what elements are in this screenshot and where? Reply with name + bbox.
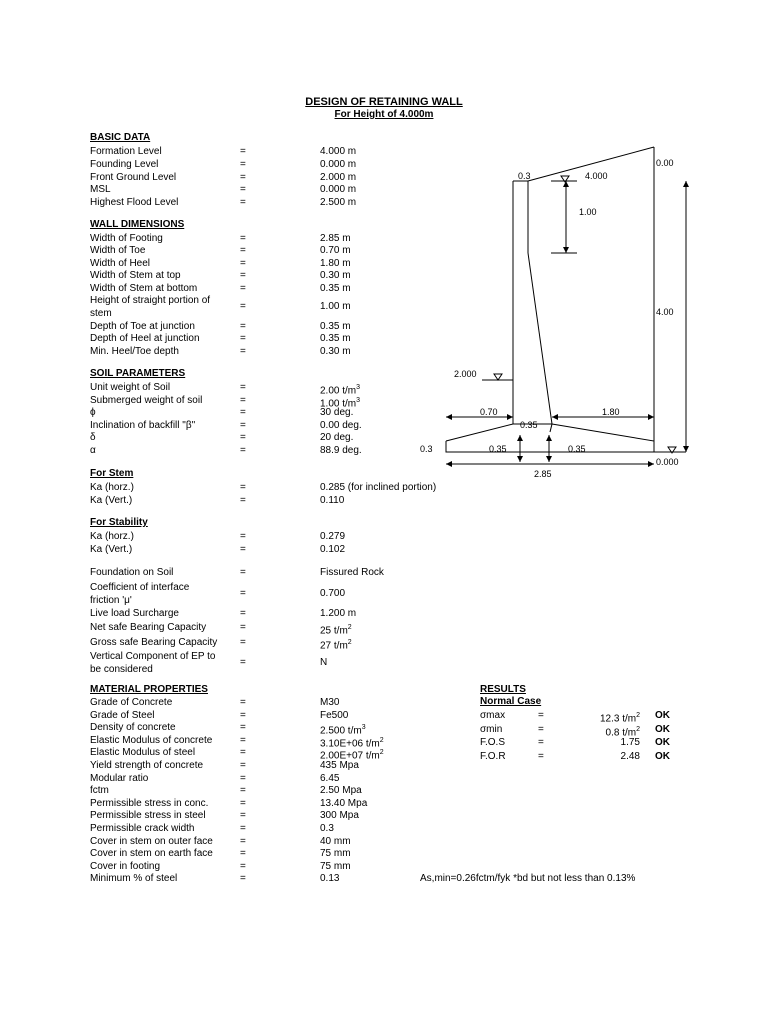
result-equals: = (538, 750, 544, 762)
result-value-text: 12.3 t/m (599, 713, 637, 725)
row-equals: = (240, 772, 246, 784)
for-stem-heading: For Stem (90, 468, 134, 479)
row-equals: = (240, 657, 246, 669)
result-status: OK (655, 737, 670, 748)
row-equals: = (240, 797, 246, 809)
row-label: Vertical Component of EP to be considered (90, 651, 216, 676)
row-value-text: 0.13 (320, 873, 340, 885)
row-equals: = (240, 747, 246, 759)
row-equals: = (240, 823, 246, 834)
row-label: Width of Footing (90, 233, 163, 244)
dim-formation-level: 4.000 (585, 171, 608, 181)
page-subtitle: For Height of 4.000m (334, 109, 434, 120)
row-value-text: 1.00 m (320, 301, 351, 312)
row-label: δ (90, 432, 96, 444)
dim-front-ground: 2.000 (454, 369, 477, 379)
row-equals: = (240, 270, 246, 282)
row-label: Modular ratio (90, 772, 149, 784)
row-label: Ka (horz.) (90, 531, 134, 542)
wall-dimensions-heading: WALL DIMENSIONS (90, 219, 185, 230)
row-value-text: 0.285 (for inclined portion) (320, 482, 437, 493)
row-equals: = (240, 697, 246, 708)
row-value-text: 4.000 m (320, 146, 357, 157)
row-value-superscript: 3 (356, 384, 361, 391)
row-value-text: 0.3 (320, 823, 334, 834)
row-value-text: 30 deg. (320, 407, 354, 419)
row-value-text: 0.35 m (320, 333, 351, 345)
row-value-text: 75 mm (320, 860, 351, 872)
row-value-superscript: 2 (347, 624, 352, 632)
row-equals: = (240, 494, 246, 506)
result-value-superscript: 2 (636, 725, 640, 733)
row-equals: = (240, 785, 246, 797)
dim-straight-portion: 1.00 (579, 207, 597, 217)
dim-height: 4.00 (656, 307, 674, 317)
row-value-text: 0.102 (320, 543, 346, 555)
row-label: Highest Flood Level (90, 197, 179, 209)
row-value-text: 25 t/m (320, 625, 348, 637)
row-value-text: 88.9 deg. (320, 445, 362, 456)
row-value-text: 0.30 m (320, 345, 351, 357)
result-status: OK (655, 750, 670, 762)
row-equals: = (240, 482, 246, 493)
row-value-text: Fissured Rock (320, 567, 384, 578)
row-label: Foundation on Soil (90, 567, 174, 578)
dim-min-depth: 0.3 (420, 444, 433, 454)
material-properties-heading: MATERIAL PROPERTIES (90, 684, 208, 695)
row-label: Yield strength of concrete (90, 760, 204, 771)
basic-data-heading: BASIC DATA (90, 132, 151, 143)
row-value-text: 1.80 m (320, 257, 351, 269)
row-equals: = (240, 734, 246, 746)
row-label: Ka (Vert.) (90, 543, 133, 555)
row-label: Width of Stem at top (90, 270, 181, 282)
row-value-superscript: 2 (379, 749, 384, 757)
row-value-text: N (320, 657, 328, 669)
row-equals: = (240, 301, 246, 312)
results-subheading: Normal Case (480, 696, 542, 707)
row-equals: = (240, 873, 246, 885)
result-value-text: 2.48 (620, 750, 640, 762)
row-equals: = (240, 197, 246, 209)
result-status: OK (655, 723, 670, 735)
row-label: Width of Heel (90, 257, 151, 269)
row-equals: = (240, 321, 246, 332)
row-equals: = (240, 531, 246, 542)
row-equals: = (240, 233, 246, 244)
row-label: Cover in footing (90, 860, 161, 872)
row-label: Submerged weight of soil (90, 394, 203, 406)
front-ground-level-marker (494, 374, 502, 380)
row-label: fctm (90, 785, 109, 797)
min-steel-note: As,min=0.26fctm/fyk *bd but not less than 0.13% (420, 873, 636, 884)
row-value-superscript: 3 (361, 724, 366, 732)
row-equals: = (240, 382, 246, 393)
row-label: MSL (90, 184, 111, 196)
row-label: Depth of Heel at junction (90, 333, 200, 345)
row-value-text: 2.00 t/m (320, 385, 357, 397)
result-value-superscript: 2 (636, 712, 640, 719)
row-equals: = (240, 146, 246, 157)
row-label: Unit weight of Soil (90, 382, 171, 393)
row-value-text: 0.35 m (320, 321, 351, 332)
row-equals: = (240, 158, 246, 170)
row-value-text: 0.279 (320, 531, 346, 542)
row-equals: = (240, 709, 246, 721)
row-label: Height of straight portion of stem (90, 295, 211, 319)
row-label: Gross safe Bearing Capacity (90, 636, 218, 648)
row-value-superscript: 2 (347, 638, 352, 646)
result-label: F.O.R (480, 750, 506, 762)
result-label: σmin (480, 723, 503, 735)
row-equals: = (240, 835, 246, 847)
row-value-superscript: 3 (356, 396, 361, 404)
row-equals: = (240, 636, 246, 648)
row-label: Cover in stem on outer face (90, 835, 213, 847)
row-equals: = (240, 345, 246, 357)
row-label: Formation Level (90, 146, 162, 157)
result-status: OK (655, 710, 670, 721)
row-equals: = (240, 810, 246, 822)
result-value-text: 1.75 (620, 737, 640, 748)
row-label: Front Ground Level (90, 171, 177, 183)
row-label: Depth of Toe at junction (90, 321, 195, 332)
row-label: Live load Surcharge (90, 607, 179, 619)
row-label: Elastic Modulus of steel (90, 747, 196, 759)
soil-parameters-heading: SOIL PARAMETERS (90, 368, 186, 379)
row-value-text: 0.70 m (320, 245, 351, 257)
page-title: DESIGN OF RETAINING WALL (305, 96, 463, 108)
row-value-text: 2.500 t/m (320, 725, 362, 737)
row-equals: = (240, 567, 246, 578)
row-equals: = (240, 245, 246, 257)
row-label: Founding Level (90, 158, 159, 170)
row-label: Elastic Modulus of concrete (90, 734, 213, 746)
row-equals: = (240, 445, 246, 456)
row-value-text: Fe500 (320, 709, 349, 721)
dim-top-right: 0.00 (656, 158, 674, 168)
dim-toe-width: 0.70 (480, 407, 498, 417)
row-equals: = (240, 333, 246, 345)
row-value-text: 2.500 m (320, 197, 357, 209)
row-value-text: 6.45 (320, 772, 340, 784)
row-value-text: 2.00E+07 t/m (320, 750, 380, 762)
row-value-text: 435 Mpa (320, 760, 359, 771)
row-equals: = (240, 184, 246, 196)
row-equals: = (240, 760, 246, 771)
row-equals: = (240, 432, 246, 444)
row-equals: = (240, 419, 246, 431)
row-label: Density of concrete (90, 722, 176, 734)
row-value-text: 3.10E+06 t/m (320, 738, 380, 750)
row-value-text: 20 deg. (320, 432, 354, 444)
row-label: Min. Heel/Toe depth (90, 345, 179, 357)
row-label: Grade of Steel (90, 709, 155, 721)
dim-heel-depth: 0.35 (568, 444, 586, 454)
row-label: Ka (horz.) (90, 482, 134, 493)
row-label: Inclination of backfill "β" (90, 419, 196, 431)
dim-founding-level: 0.000 (656, 457, 679, 467)
row-equals: = (240, 257, 246, 269)
row-value-text: 2.50 Mpa (320, 785, 362, 797)
row-value-text: 300 Mpa (320, 810, 359, 822)
row-label: Net safe Bearing Capacity (90, 622, 207, 634)
row-value-text: 27 t/m (320, 640, 348, 652)
result-label: σmax (480, 710, 506, 721)
row-label: Width of Stem at bottom (90, 282, 198, 294)
dim-stem-bottom: 0.35 (520, 420, 538, 430)
row-value-text: 2.000 m (320, 171, 357, 183)
row-label: Ka (Vert.) (90, 494, 133, 506)
result-equals: = (538, 723, 544, 735)
row-label: Permissible stress in conc. (90, 797, 209, 809)
row-value-text: 0.30 m (320, 270, 351, 282)
result-label: F.O.S (480, 737, 506, 748)
row-equals: = (240, 171, 246, 183)
row-equals: = (240, 622, 246, 634)
row-value-text: 0.35 m (320, 282, 351, 294)
row-value-text: 0.00 deg. (320, 419, 362, 431)
row-value-text: 0.110 (320, 494, 345, 506)
row-equals: = (240, 394, 246, 406)
row-value-text: M30 (320, 697, 340, 708)
row-label: Coefficient of interface friction 'μ' (90, 581, 190, 606)
result-equals: = (538, 710, 544, 721)
row-label: Permissible crack width (90, 823, 195, 834)
row-value-text: 2.85 m (320, 233, 351, 244)
row-value-text: 1.200 m (320, 607, 357, 619)
row-value-text: 13.40 Mpa (320, 797, 368, 809)
row-value-text: 0.000 m (320, 184, 357, 196)
row-equals: = (240, 848, 246, 860)
row-value-superscript: 2 (379, 736, 384, 744)
dim-footing-width: 2.85 (534, 469, 552, 479)
row-label: Grade of Concrete (90, 697, 173, 708)
dim-heel-width: 1.80 (602, 407, 620, 417)
row-value-text: 0.000 m (320, 158, 357, 170)
row-equals: = (240, 543, 246, 555)
row-label: Width of Toe (90, 245, 146, 257)
row-equals: = (240, 607, 246, 619)
row-label: Minimum % of steel (90, 873, 178, 885)
row-equals: = (240, 722, 246, 734)
row-label: Permissible stress in steel (90, 810, 206, 822)
dim-stem-top: 0.3 (518, 171, 531, 181)
row-value-text: 1.00 t/m (320, 397, 357, 409)
stem-back-inclined (528, 253, 552, 424)
row-equals: = (240, 587, 246, 599)
results-heading: RESULTS (480, 684, 526, 695)
result-value-text: 0.8 t/m (605, 726, 637, 738)
row-value-text: 75 mm (320, 848, 351, 860)
row-label: α (90, 445, 96, 456)
row-value-text: 40 mm (320, 835, 351, 847)
row-equals: = (240, 860, 246, 872)
result-equals: = (538, 737, 544, 748)
row-label: ϕ (90, 407, 96, 419)
dim-toe-depth: 0.35 (489, 444, 507, 454)
row-label: Cover in stem on earth face (90, 848, 213, 860)
row-value-text: 0.700 (320, 587, 346, 599)
for-stability-heading: For Stability (90, 517, 148, 528)
row-equals: = (240, 407, 246, 419)
row-equals: = (240, 282, 246, 294)
